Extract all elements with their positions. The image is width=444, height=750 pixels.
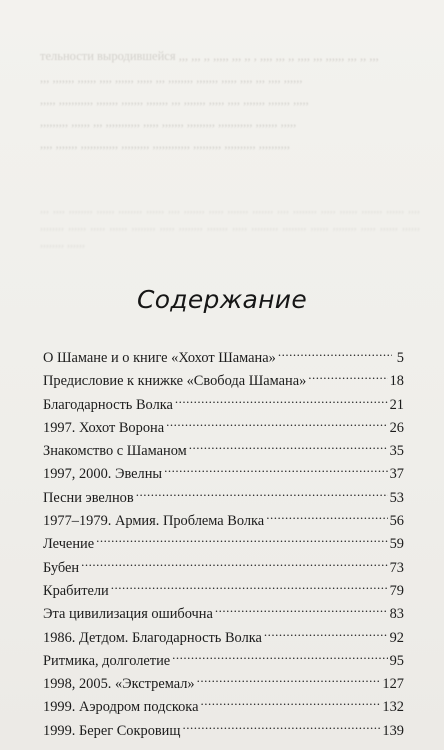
- toc-leader-dots: [172, 642, 387, 665]
- toc-entry-page-number: 127: [382, 676, 404, 693]
- toc-entry-page-number: 139: [382, 722, 404, 739]
- toc-entry-title: Ритмика, долголетие: [43, 652, 171, 669]
- toc-entry-title: Благодарность Волка: [43, 396, 173, 413]
- toc-leader-dots: [197, 665, 381, 688]
- toc-entry-page-number: 18: [389, 373, 404, 390]
- toc-entry-title: 1998, 2005. «Экстремал»: [43, 676, 195, 693]
- toc-leader-dots: [182, 712, 380, 735]
- toc-entry: [43, 339, 404, 366]
- toc-entry-page-number: 73: [389, 559, 404, 576]
- toc-leader-dots: [278, 339, 392, 362]
- toc-entry-title: 1999. Берег Сокровищ: [43, 722, 181, 739]
- toc-entry-title: 1997. Хохот Ворона: [43, 419, 165, 436]
- toc-entry-title: 1997, 2000. Эвелны: [43, 466, 163, 483]
- toc-leader-dots: [111, 572, 388, 595]
- toc-entry-title: 1977–1979. Армия. Проблема Волка: [43, 513, 265, 530]
- show-through-text: тельности выродившейся ,,, ,,, ,, ,,,,, ,,, ,, , ,,,, ,,, ,, ,,,, ,,, ,,,,,, ,,, ,, ,,, ,,, ,,,,,,, ,,,,,, ,,,, ,,,,,, ,,,,, ,,, ,,,,,,,, ,,,,,,, ,,,,, ,,,, ,,, ,,,, ,,,,,, ,,,,, ,,,,,,,,,,, ,,,,,,, ,,,,,,, ,,,,,,, ,,, ,,,,,,, ,,,,, ,,,, ,,,,,,, ,,,,,,, ,,,,, ,,,,,,,,, ,,,,,, ,,, ,,,,,,,,,,, ,,,,, ,,,,,,, ,,,,,,,,, ,,,,,,,,,,, ,,,,,,, ,,,,, ,,,, ,,,,,,, ,,,,,,,,,,,, ,,,,,,,,, ,,,,,,,,,,,, ,,,,,,,,, ,,,,,,,,,, ,,,,,,,,,,: [40, 49, 379, 151]
- toc-entry-page-number: 53: [389, 489, 404, 506]
- toc-entry: [43, 525, 404, 553]
- toc-entry-title: Лечение: [43, 536, 95, 553]
- toc-entry-title: 1986. Детдом. Благодарность Волка: [43, 629, 262, 646]
- toc-entry-page-number: 92: [389, 629, 404, 646]
- page-title: Содержание: [136, 285, 308, 314]
- toc-entry-page-number: 83: [389, 606, 404, 623]
- toc-leader-dots: [189, 432, 388, 455]
- toc-entry-title: О Шамане и о книге «Хохот Шамана»: [43, 350, 276, 366]
- toc-entry-title: Бубен: [43, 559, 80, 576]
- toc-entry-page-number: 5: [396, 350, 404, 366]
- toc-leader-dots: [96, 525, 388, 548]
- toc-entry: [43, 549, 404, 576]
- toc-entry: [43, 572, 404, 599]
- toc-leader-dots: [264, 619, 388, 642]
- toc-leader-dots: [166, 409, 387, 432]
- toc-entry-title: Эта цивилизация ошибочна: [43, 606, 213, 623]
- toc-entry-page-number: 26: [389, 419, 404, 436]
- toc-entry-title: Песни эвелнов: [43, 489, 134, 506]
- toc-leader-dots: [136, 479, 388, 502]
- toc-leader-dots: [164, 455, 388, 478]
- toc-entry-page-number: 79: [389, 582, 404, 599]
- toc-entry-page-number: 21: [389, 396, 404, 413]
- toc-entry-page-number: 132: [382, 699, 404, 716]
- table-of-contents: [43, 339, 404, 739]
- toc-leader-dots: [308, 362, 387, 385]
- toc-entry-page-number: 37: [389, 466, 404, 483]
- toc-leader-dots: [215, 595, 388, 618]
- show-through-text-lower: ,,, ,,,, ,,,,,,,, ,,,,,, ,,,,,,,, ,,,,,, ,,,, ,,,,,,, ,,,,, ,,,,,,, ,,,,,,, ,,,, ,,,,,,,, ,,,,, ,,,,,, ,,,,,,, ,,,,,, ,,,, ,,,,,,,, ,,,,,, ,,,,, ,,,,,, ,,,,,,,, ,,,,, ,,,,,,,, ,,,,,,, ,,,,, ,,,,,,,,, ,,,,,,,, ,,,,,, ,,,,,,,, ,,,,, ,,,,,, ,,,,,, ,,,,,,,, ,,,,,,: [40, 201, 420, 249]
- toc-leader-dots: [175, 386, 388, 409]
- toc-entry-page-number: 56: [389, 513, 404, 530]
- toc-entry-page-number: 95: [389, 652, 404, 669]
- toc-entry-page-number: 59: [389, 536, 404, 553]
- toc-entry-title: Крабители: [43, 582, 109, 599]
- toc-leader-dots: [200, 688, 380, 711]
- toc-entry-page-number: 35: [389, 443, 404, 460]
- toc-leader-dots: [81, 549, 387, 572]
- toc-entry-title: Знакомство с Шаманом: [43, 443, 187, 460]
- toc-entry-title: 1999. Аэродром подскока: [43, 699, 199, 716]
- toc-leader-dots: [266, 502, 387, 525]
- toc-entry-title: Предисловие к книжке «Свобода Шамана»: [43, 373, 307, 390]
